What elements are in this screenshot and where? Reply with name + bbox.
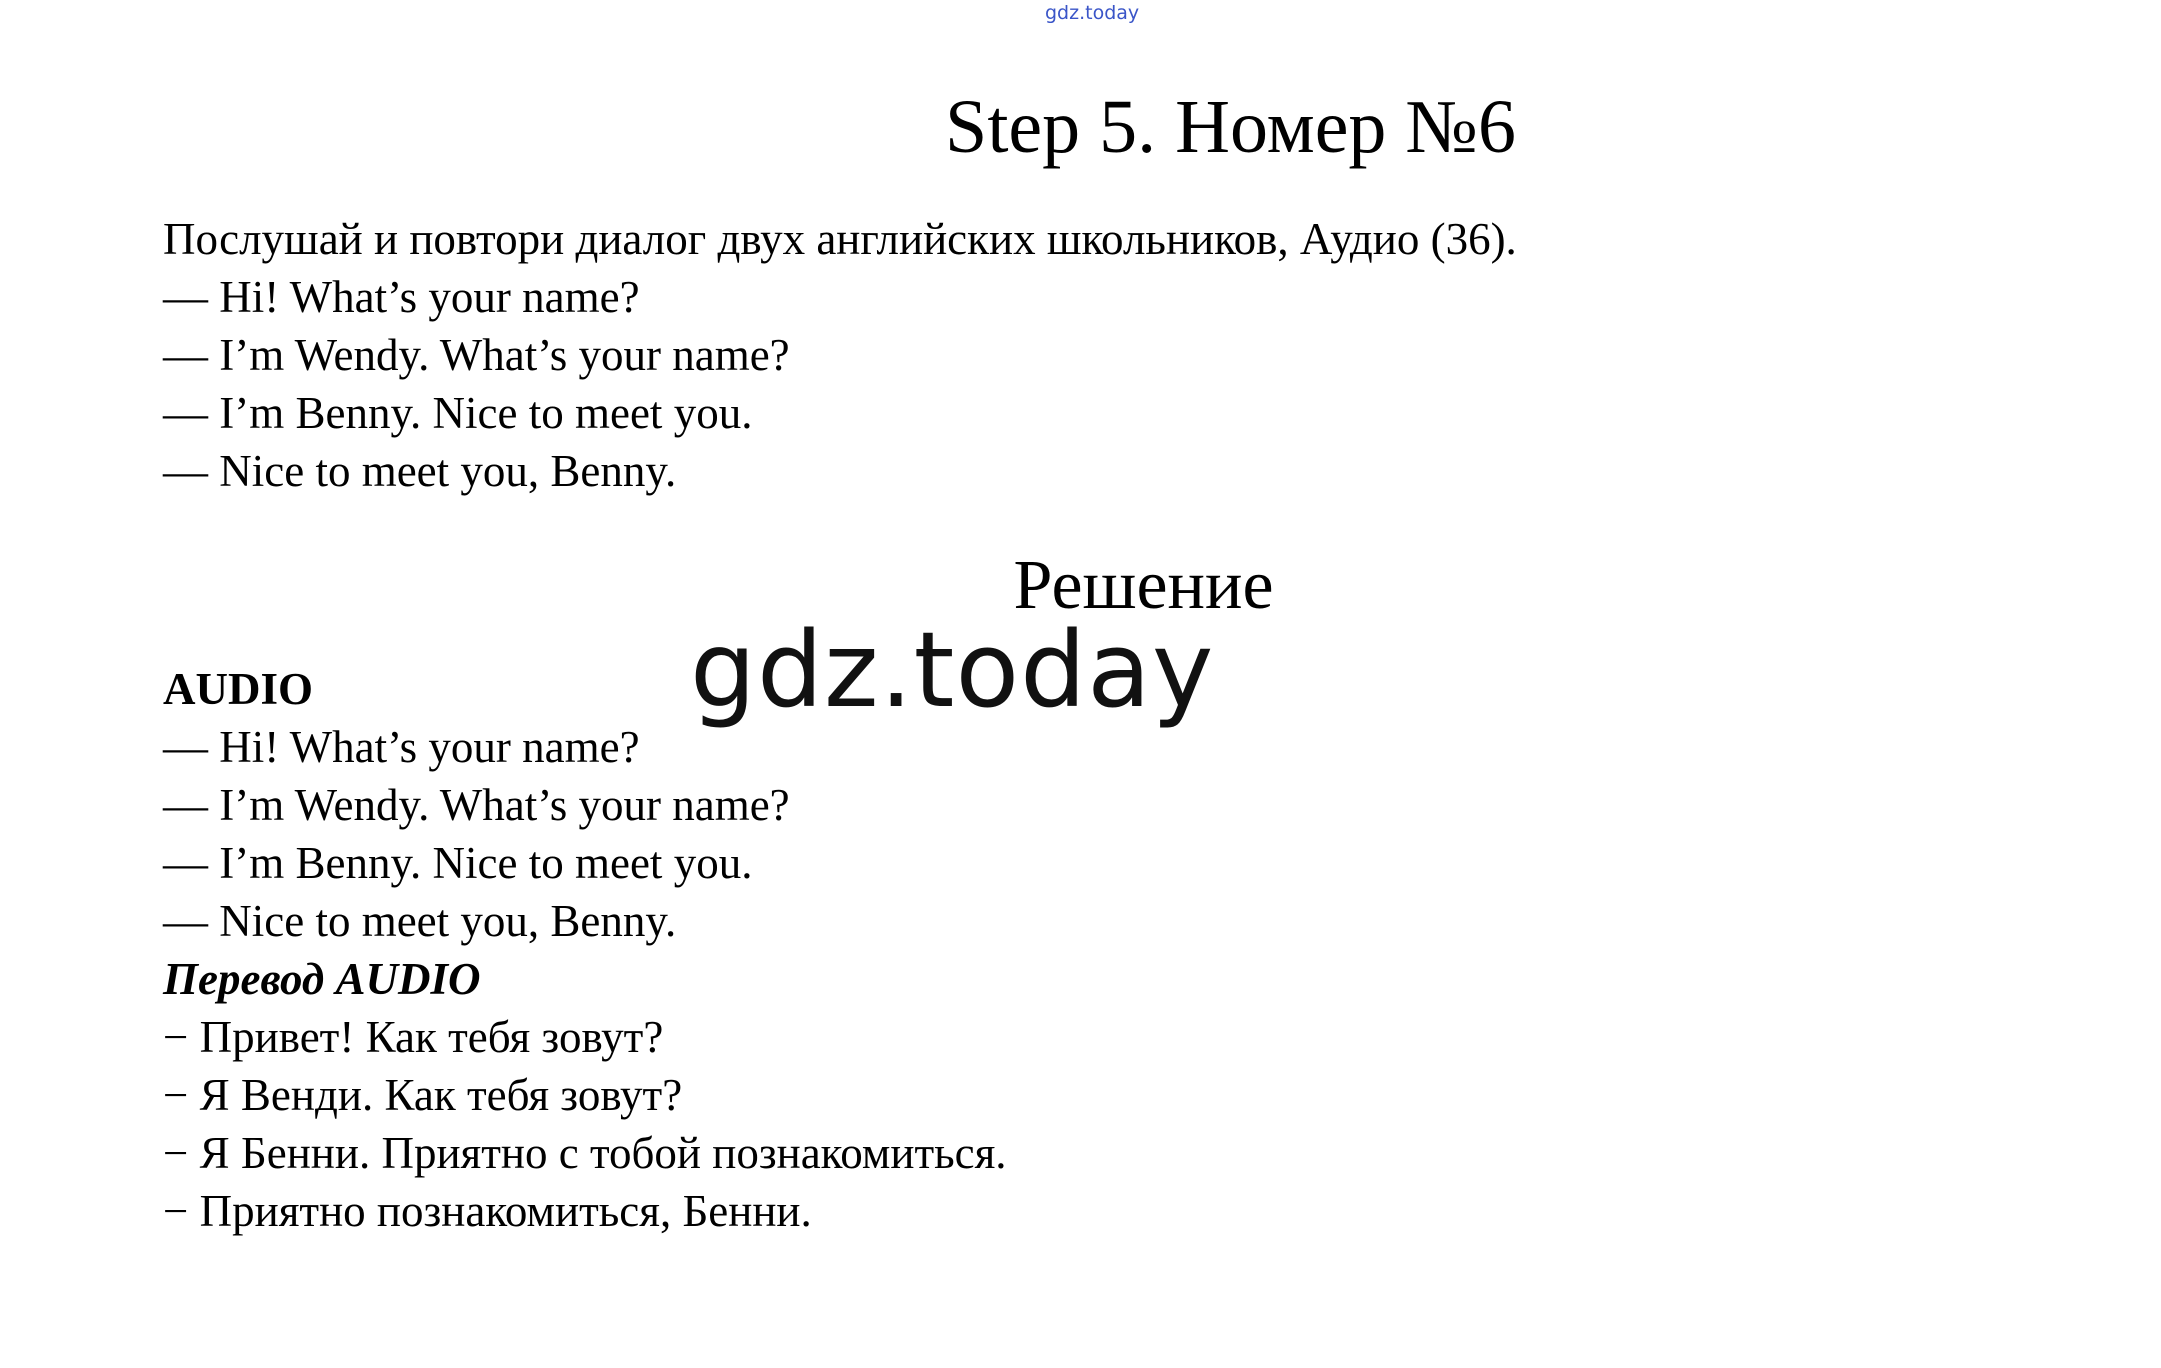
page-title: Step 5. Номер №6 [945, 85, 1516, 169]
solution-heading: Решение [1013, 547, 1274, 624]
task-dialog-line: — Hi! What’s your name? [163, 272, 640, 322]
top-watermark: gdz.today [1045, 2, 1140, 24]
translation-line: − Привет! Как тебя зовут? [163, 1012, 664, 1062]
translation-line: − Приятно познакомиться, Бенни. [163, 1186, 812, 1236]
task-instruction: Послушай и повтори диалог двух английских школьников, Аудио (36). [163, 214, 1517, 264]
task-dialog-line: — I’m Wendy. What’s your name? [163, 330, 790, 380]
translation-line: − Я Венди. Как тебя зовут? [163, 1070, 683, 1120]
translation-label: Перевод AUDIO [163, 954, 481, 1004]
translation-line: − Я Бенни. Приятно с тобой познакомиться. [163, 1128, 1007, 1178]
task-block [163, 210, 1517, 500]
audio-dialog-line: — Nice to meet you, Benny. [163, 896, 677, 946]
task-dialog-line: — I’m Benny. Nice to meet you. [163, 388, 753, 438]
center-watermark: gdz.today [690, 609, 1215, 731]
audio-dialog-line: — I’m Wendy. What’s your name? [163, 780, 790, 830]
audio-dialog-line: — I’m Benny. Nice to meet you. [163, 838, 753, 888]
audio-dialog-line: — Hi! What’s your name? [163, 722, 640, 772]
task-dialog-line: — Nice to meet you, Benny. [163, 446, 677, 496]
solution-block [163, 660, 1007, 1240]
audio-label: AUDIO [163, 664, 314, 714]
